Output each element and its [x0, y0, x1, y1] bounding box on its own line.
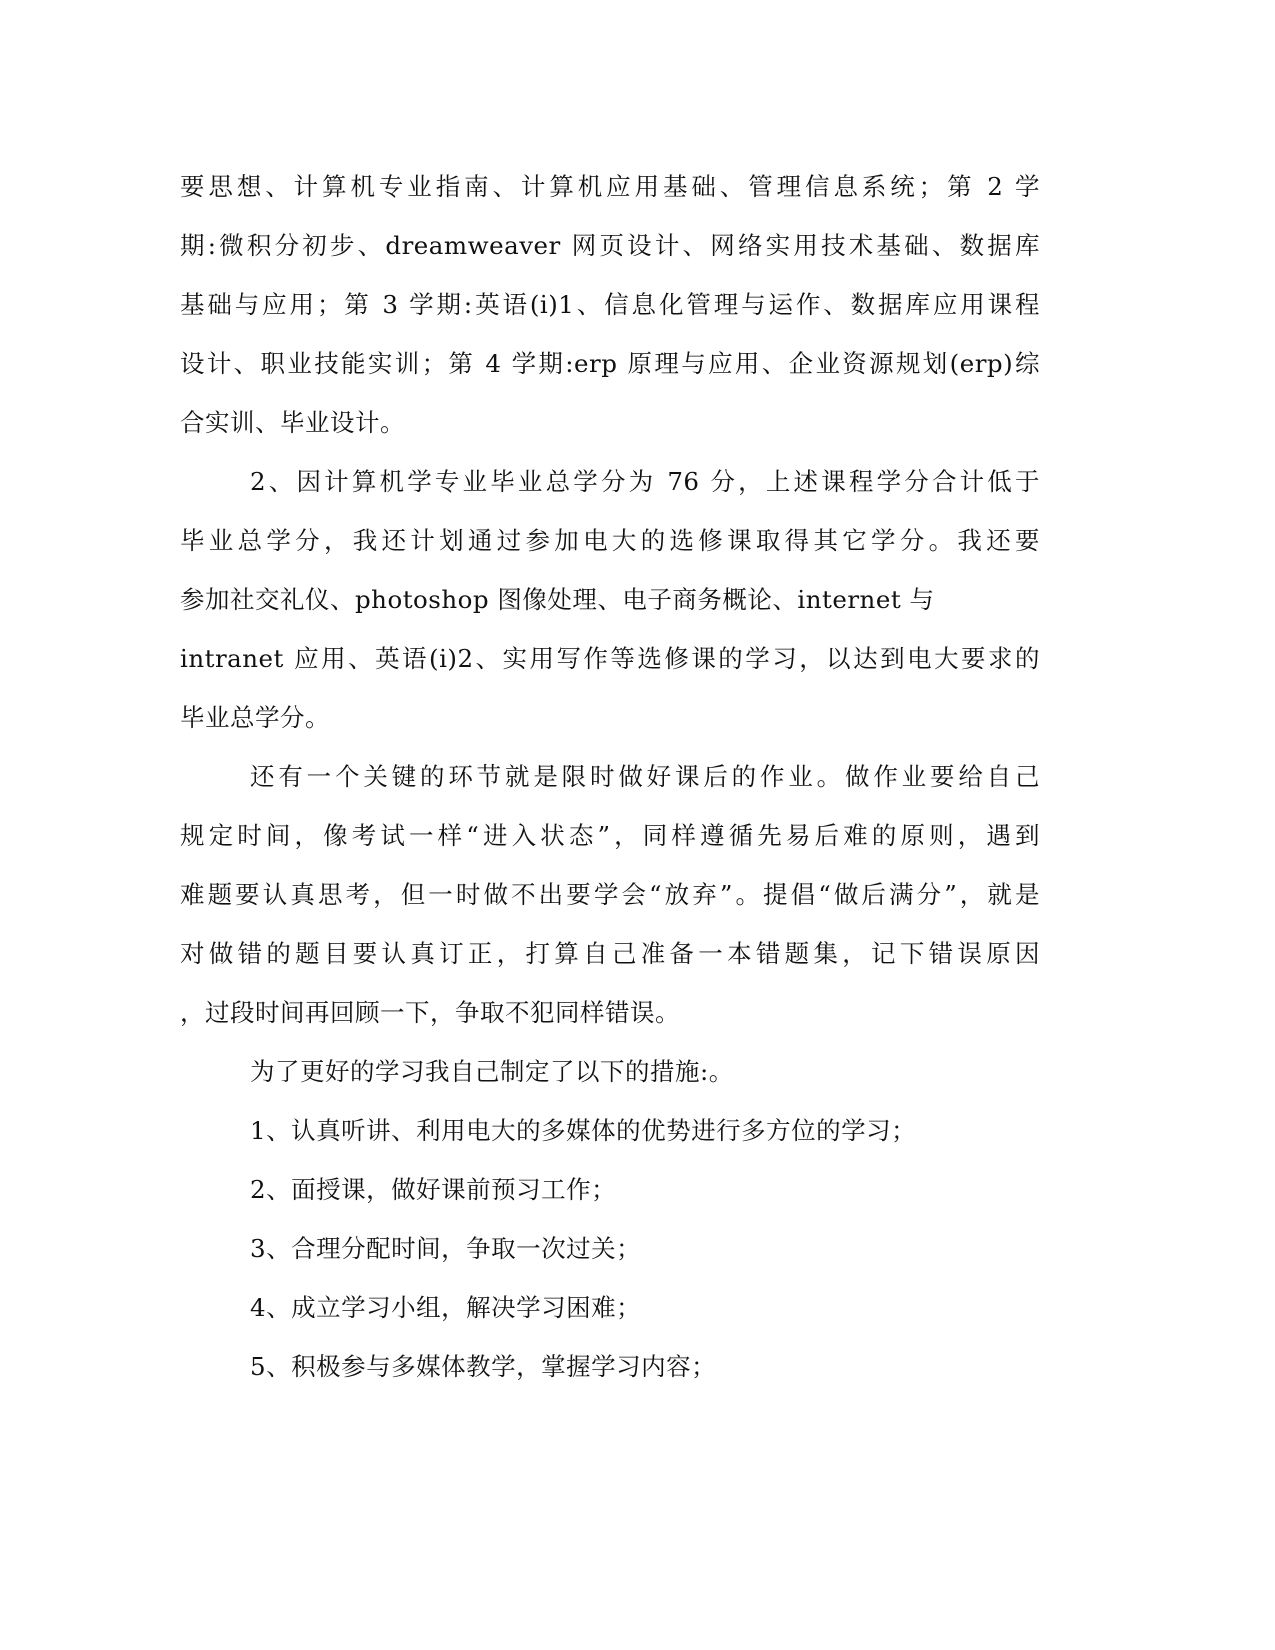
text-line: intranet 应用、英语(i)2、实用写作等选修课的学习，以达到电大要求的 [180, 644, 1040, 673]
paragraph-homework [180, 747, 1040, 1042]
text-line: 1、认真听讲、利用电大的多媒体的优势进行多方位的学习； [250, 1116, 917, 1145]
paragraph-measures-intro [180, 1042, 1040, 1101]
text-line: 毕业总学分，我还计划通过参加电大的选修课取得其它学分。我还要 [180, 526, 1040, 555]
text-line: 2、面授课，做好课前预习工作； [250, 1175, 617, 1204]
text-line: 4、成立学习小组，解决学习困难； [250, 1293, 642, 1322]
list-item [180, 1160, 1040, 1219]
text-line: 参加社交礼仪、photoshop 图像处理、电子商务概论、internet 与 [180, 585, 935, 614]
text-line: 2、因计算机学专业毕业总学分为 76 分，上述课程学分合计低于 [250, 467, 1040, 496]
text-line: 规定时间，像考试一样“进入状态”，同样遵循先易后难的原则，遇到 [180, 821, 1040, 850]
text-line: ，过段时间再回顾一下，争取不犯同样错误。 [180, 998, 680, 1027]
text-line: 还有一个关键的环节就是限时做好课后的作业。做作业要给自己 [250, 762, 1040, 791]
text-line: 5、积极参与多媒体教学，掌握学习内容； [250, 1352, 717, 1381]
text-line: 基础与应用；第 3 学期:英语(i)1、信息化管理与运作、数据库应用课程 [180, 290, 1040, 319]
text-line: 对做错的题目要认真订正，打算自己准备一本错题集，记下错误原因 [180, 939, 1040, 968]
paragraph-course-plan [180, 157, 1040, 452]
list-item [180, 1101, 1040, 1160]
document-body [180, 157, 1040, 1396]
text-line: 难题要认真思考，但一时做不出要学会“放弃”。提倡“做后满分”，就是 [180, 880, 1040, 909]
list-item [180, 1278, 1040, 1337]
text-line: 为了更好的学习我自己制定了以下的措施:。 [250, 1057, 734, 1086]
text-line: 合实训、毕业设计。 [180, 408, 405, 437]
text-line: 3、合理分配时间，争取一次过关； [250, 1234, 642, 1263]
text-line: 毕业总学分。 [180, 703, 330, 732]
text-line: 设计、职业技能实训；第 4 学期:erp 原理与应用、企业资源规划(erp)综 [180, 349, 1040, 378]
text-line: 要思想、计算机专业指南、计算机应用基础、管理信息系统；第 2 学 [180, 172, 1040, 201]
list-item [180, 1337, 1040, 1396]
list-item [180, 1219, 1040, 1278]
text-line: 期:微积分初步、dreamweaver 网页设计、网络实用技术基础、数据库 [180, 231, 1040, 260]
paragraph-credits [180, 452, 1040, 747]
